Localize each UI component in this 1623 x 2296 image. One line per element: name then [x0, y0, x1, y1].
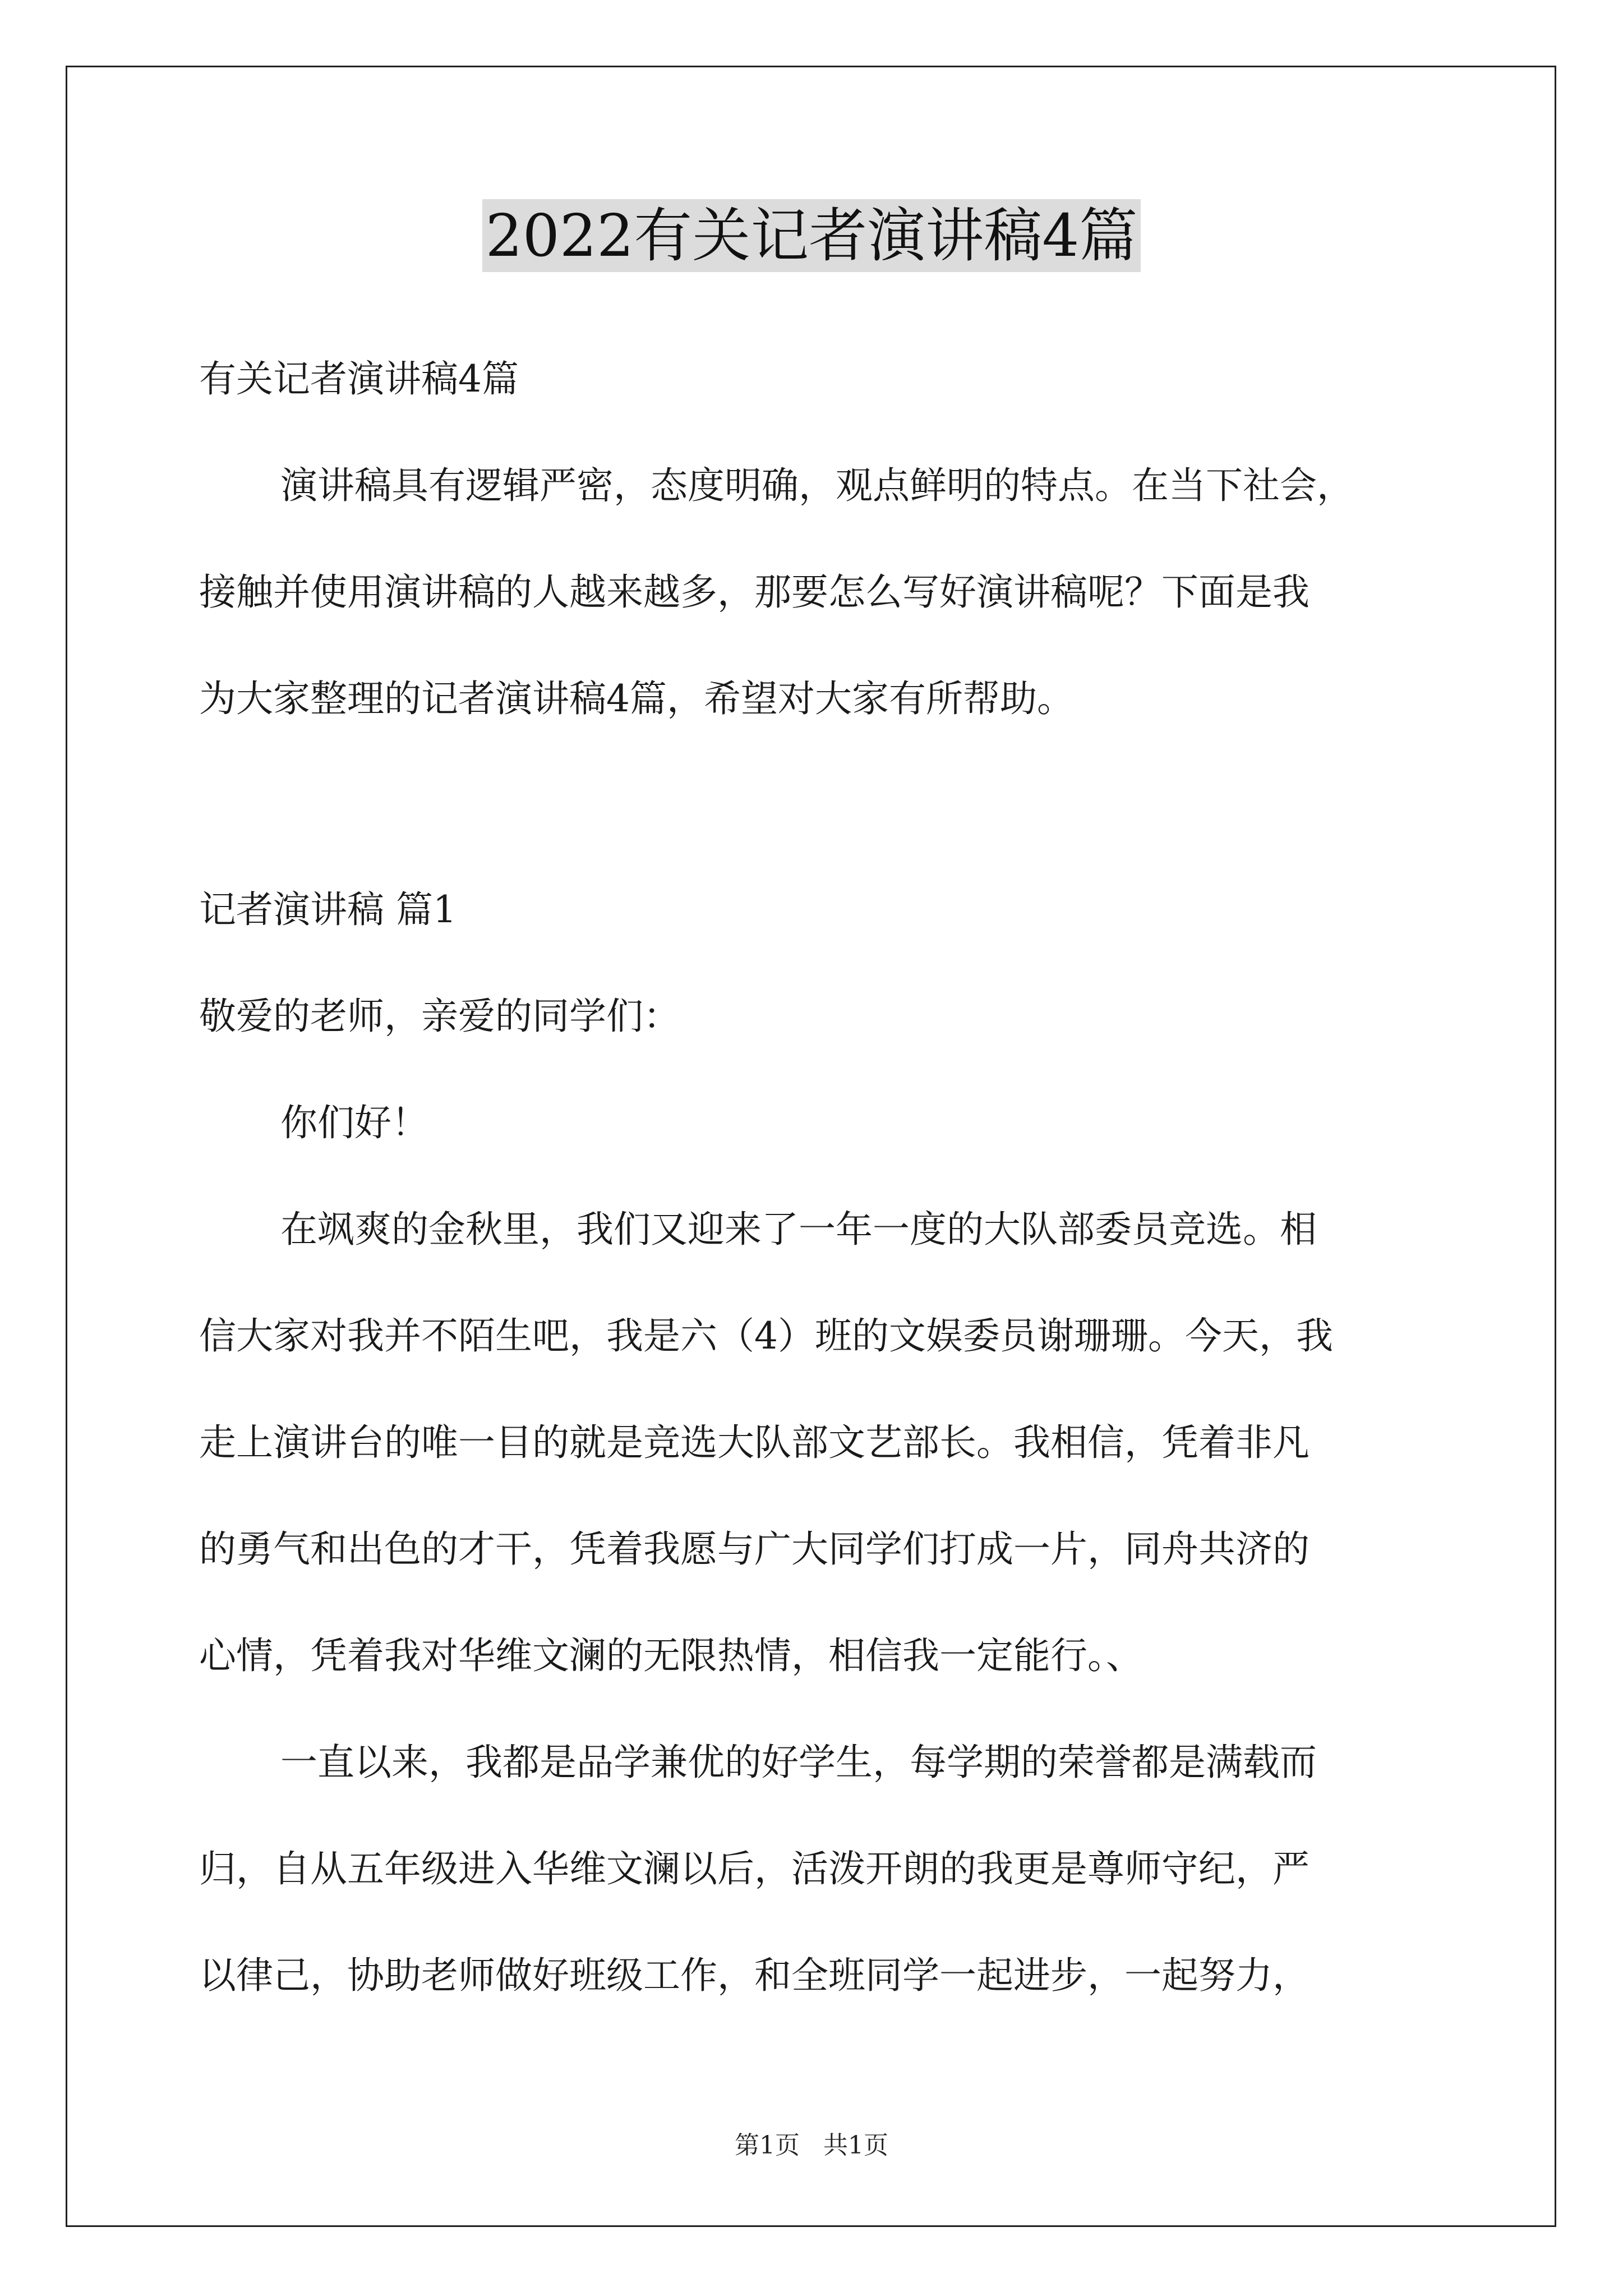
section-heading: 记者演讲稿 篇1 — [199, 888, 457, 931]
paragraph-line: 归，自从五年级进入华维文澜以后，活泼开朗的我更是尊师守纪，严 — [199, 1847, 1310, 1890]
paragraph-line: 一直以来，我都是品学兼优的好学生，每学期的荣誉都是满载而 — [280, 1741, 1317, 1784]
paragraph-line: 的勇气和出色的才干，凭着我愿与广大同学们打成一片，同舟共济的 — [199, 1527, 1310, 1571]
page-footer: 第1页 共1页 — [735, 2131, 888, 2160]
title-container — [0, 199, 1623, 272]
intro-line: 演讲稿具有逻辑严密，态度明确，观点鲜明的特点。在当下社会， — [280, 464, 1354, 507]
greeting: 你们好！ — [280, 1101, 428, 1144]
paragraph-line: 走上演讲台的唯一目的就是竞选大队部文艺部长。我相信，凭着非凡 — [199, 1421, 1310, 1464]
intro-line: 为大家整理的记者演讲稿4篇，希望对大家有所帮助。 — [199, 677, 1074, 720]
paragraph-line: 在飒爽的金秋里，我们又迎来了一年一度的大队部委员竞选。相 — [280, 1208, 1317, 1251]
salutation: 敬爱的老师，亲爱的同学们： — [199, 995, 680, 1038]
document-title: 2022有关记者演讲稿4篇 — [482, 199, 1141, 272]
paragraph-line: 以律己，协助老师做好班级工作，和全班同学一起进步，一起努力， — [199, 1954, 1310, 1997]
paragraph-line: 信大家对我并不陌生吧，我是六（4）班的文娱委员谢珊珊。今天，我 — [199, 1314, 1333, 1358]
intro-line: 接触并使用演讲稿的人越来越多，那要怎么写好演讲稿呢？下面是我 — [199, 570, 1310, 614]
paragraph-line: 心情，凭着我对华维文澜的无限热情，相信我一定能行。、 — [199, 1634, 1143, 1677]
document-subtitle: 有关记者演讲稿4篇 — [199, 357, 519, 401]
